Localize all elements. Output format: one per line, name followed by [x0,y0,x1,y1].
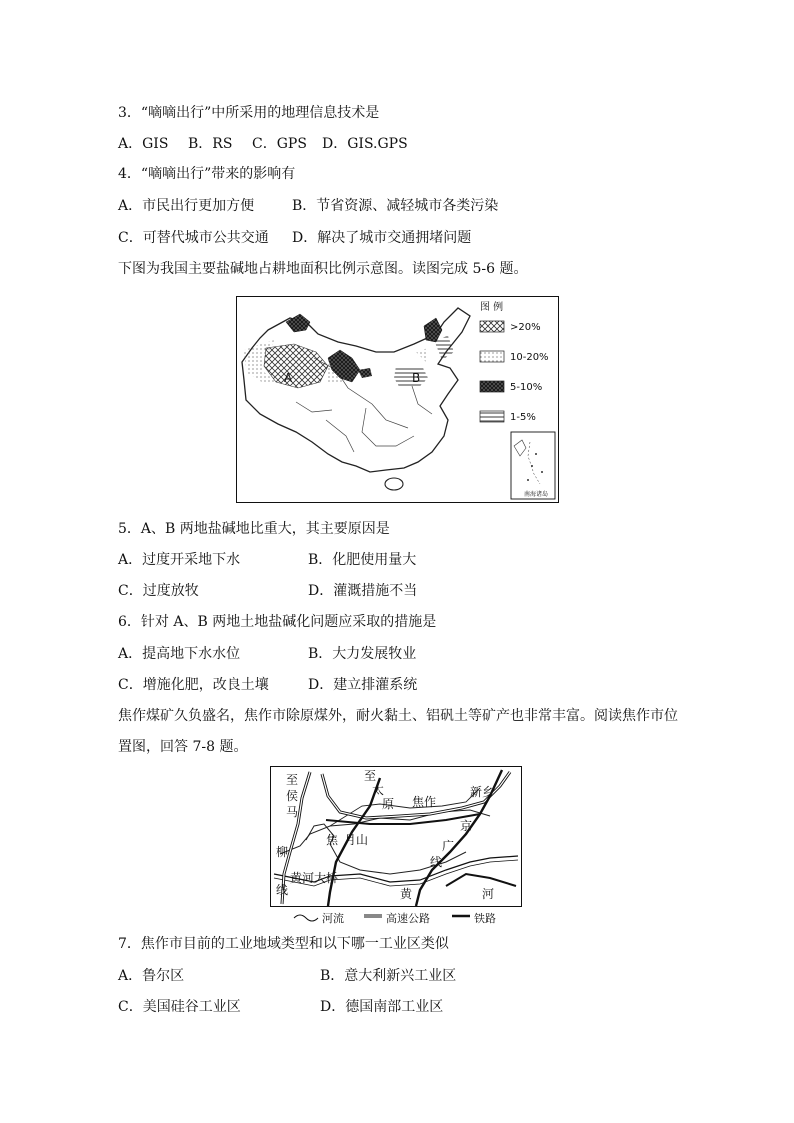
q6-option-b: B．大力发展牧业 [308,646,417,662]
q3-stem: 3．“嘀嘀出行”中所采用的地理信息技术是 [118,105,380,121]
legend-river: 河流 [322,912,344,925]
label-bridge: 黄河大桥 [290,871,339,885]
legend-river-symbol [294,915,318,921]
label-jing: 京 [460,819,473,833]
legend-1-5: 1-5% [510,412,536,423]
q4-option-d: D．解决了城市交通拥堵问题 [292,230,472,246]
legend-swatch-gt20 [480,321,504,332]
intro-7-8-line1: 焦作煤矿久负盛名，焦作市除原煤外，耐火黏土、铝矾土等矿产也非常丰富。阅读焦作市位 [118,708,678,724]
q3-option-d: D．GIS.GPS [322,136,408,152]
label-xian: 线 [430,855,443,869]
q5-option-b: B．化肥使用量大 [308,552,417,568]
q4-option-a: A．市民出行更加方便 [118,198,255,214]
label-huang: 黄 [400,887,413,901]
legend-gt20: >20% [510,322,541,333]
saline-land-map-svg [236,296,559,503]
q4-stem: 4．“嘀嘀出行”带来的影响有 [118,166,296,182]
q5-option-a: A．过度开采地下水 [118,552,241,568]
label-to-houma-1: 至 [286,773,299,787]
legend-swatch-1-5 [480,411,504,422]
q5-option-c: C．过度放牧 [118,583,199,599]
q3-option-a: A．GIS [118,136,169,152]
legend-rail: 铁路 [474,912,496,925]
saline-land-map [236,296,559,503]
label-yueshan: 月山 [344,833,369,847]
q6-option-a: A．提高地下水水位 [118,646,241,662]
label-he: 河 [482,887,495,901]
q3-option-c: C．GPS [252,136,307,152]
q4-option-b: B．节省资源、减轻城市各类污染 [292,198,499,214]
q7-option-a: A．鲁尔区 [118,968,185,984]
label-to-taiyuan-3: 原 [382,797,395,811]
intro-5-6: 下图为我国主要盐碱地占耕地面积比例示意图。读图完成 5-6 题。 [118,261,528,277]
q6-option-d: D．建立排灌系统 [308,677,418,693]
q3-option-b: B．RS [188,136,233,152]
label-to-taiyuan-1: 至 [364,769,377,783]
q6-stem: 6．针对 A、B 两地土地盐碱化问题应采取的措施是 [118,614,437,630]
label-guang: 广 [442,839,455,853]
jiaozuo-location-map [270,766,522,928]
label-a: A [284,371,293,385]
legend-swatch-10-20 [480,351,504,362]
label-xian2: 线 [276,883,289,897]
label-to-houma-2: 侯 [286,789,299,803]
legend-10-20: 10-20% [510,352,549,363]
label-jiaozuo: 焦作 [412,795,437,809]
jiaozuo-map-svg [270,766,522,928]
q7-option-d: D．德国南部工业区 [320,999,444,1015]
q7-option-b: B．意大利新兴工业区 [320,968,457,984]
label-liu: 柳 [276,845,289,859]
intro-7-8-line2: 置图，回答 7-8 题。 [118,739,248,755]
label-to-houma-3: 马 [286,805,299,819]
q7-option-c: C．美国硅谷工业区 [118,999,241,1015]
legend-highway: 高速公路 [386,912,430,925]
inset-box [511,432,555,499]
label-to-taiyuan-2: 太 [372,783,385,797]
q5-stem: 5．A、B 两地盐碱地比重大，其主要原因是 [118,521,390,537]
label-b: B [412,371,421,385]
inset-label: 南海诸岛 [524,491,549,498]
q5-option-d: D．灌溉措施不当 [308,583,418,599]
legend-title: 图 例 [480,302,504,313]
label-xinxiang: 新乡 [470,785,495,799]
q6-option-c: C．增施化肥，改良土壤 [118,677,269,693]
q4-option-c: C．可替代城市公共交通 [118,230,269,246]
label-jiao: 焦 [326,833,339,847]
legend-5-10: 5-10% [510,382,543,393]
legend-swatch-5-10 [480,381,504,392]
q7-stem: 7．焦作市目前的工业地域类型和以下哪一工业区类似 [118,936,449,952]
